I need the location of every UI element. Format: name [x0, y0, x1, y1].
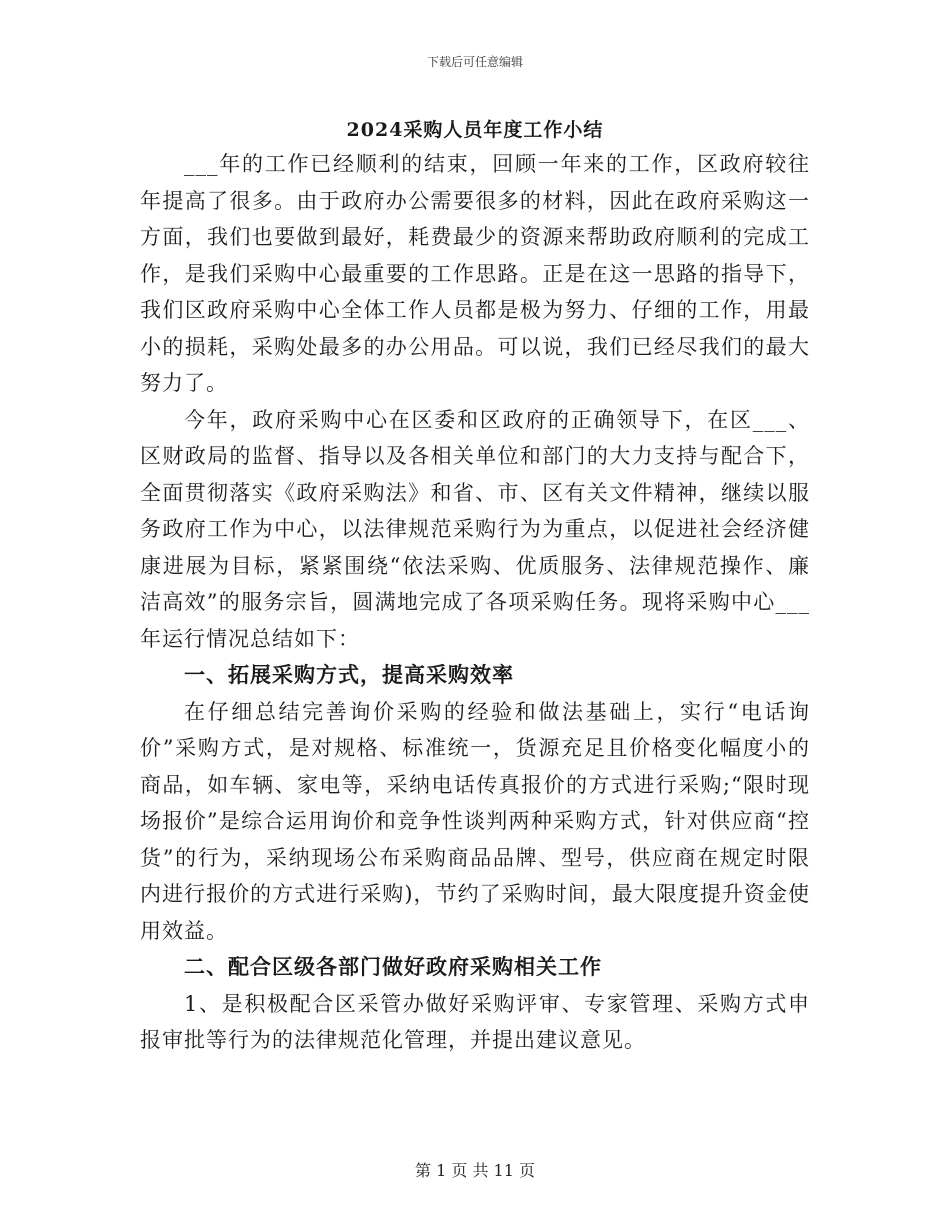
document-title: 2024采购人员年度工作小结 — [346, 119, 604, 141]
section-1-heading: 一、拓展采购方式，提高采购效率 — [184, 662, 514, 687]
section-2-paragraph: 1、是积极配合区采管办做好采购评审、专家管理、采购方式申报审批等行为的法律规范化管理，并提出建议意见。 — [140, 991, 810, 1052]
page-number: 第 1 页 共 11 页 — [415, 1161, 535, 1180]
overview-paragraph: 今年，政府采购中心在区委和区政府的正确领导下，在区___、区财政局的监督、指导以及各相关单位和部门的大力支持与配合下，全面贯彻落实《政府采购法》和省、市、区有关文件精神，继续以服务政府工作为中心，以法律规范采购行为为重点，以促进社会经济健康进展为目标，紧紧围绕“依法采购、优质服务、法律规范操作、廉洁高效”的服务宗旨，圆满地完成了各项采购任务。现将采购中心___年运行情况总结如下： — [140, 407, 810, 651]
intro-paragraph: ___年的工作已经顺利的结束，回顾一年来的工作，区政府较往年提高了很多。由于政府办公需要很多的材料，因此在政府采购这一方面，我们也要做到最好，耗费最少的资源来帮助政府顺利的完成工作，是我们采购中心最重要的工作思路。正是在这一思路的指导下，我们区政府采购中心全体工作人员都是极为努力、仔细的工作，用最小的损耗，采购处最多的办公用品。可以说，我们已经尽我们的最大努力了。 — [140, 152, 810, 395]
section-2-heading: 二、配合区级各部门做好政府采购相关工作 — [184, 954, 602, 979]
page-header-note: 下载后可任意编辑 — [426, 55, 523, 69]
section-1-paragraph: 在仔细总结完善询价采购的经验和做法基础上，实行“电话询价”采购方式，是对规格、标准统一，货源充足且价格变化幅度小的商品，如车辆、家电等，采纳电话传真报价的方式进行采购;“限时现场报价”是综合运用询价和竞争性谈判两种采购方式，针对供应商“控货”的行为，采纳现场公布采购商品品牌、型号，供应商在规定时限内进行报价的方式进行采购)，节约了采购时间，最大限度提升资金使用效益。 — [140, 699, 810, 943]
document-body — [140, 146, 810, 1059]
